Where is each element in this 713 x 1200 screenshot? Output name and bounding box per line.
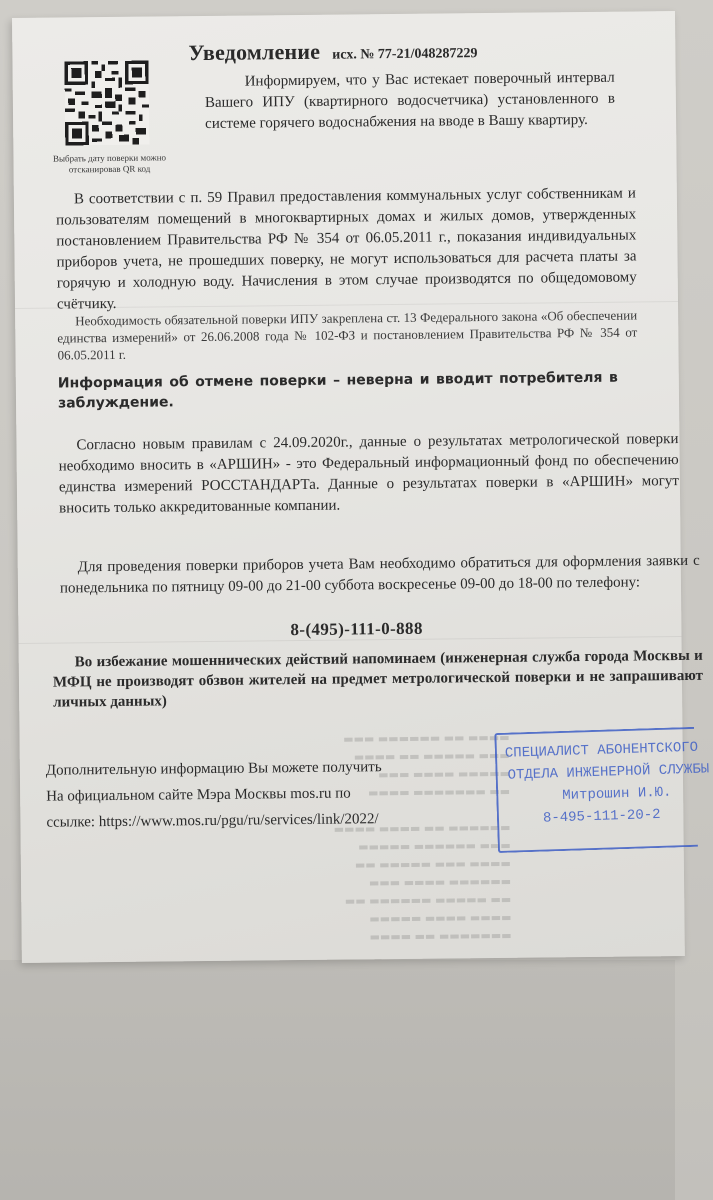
law-paragraph: Необходимость обязательной поверки ИПУ закреплена ст. 13 Федерального закона «Об обеспечении единства измерений» от 26.06.2008 года № 102-ФЗ и постановлением Правительства РФ № 354 от 06.05.2011 г. <box>57 307 638 363</box>
notice-title: Уведомление <box>188 38 321 66</box>
warning-heading: Информация об отмене поверки – неверна и вводит потребителя в заблуждение. <box>57 369 618 412</box>
organization-stamp <box>494 727 710 853</box>
info-line: На официальном сайте Мэра Москвы mos.ru по <box>46 785 351 805</box>
bleed-through-texture: ▬▬▬▬ ▬▬ ▬▬▬▬▬▬ ▬▬▬ ▬▬▬ ▬▬▬▬▬ ▬▬ ▬▬▬▬ ▬▬▬▬▬ ▬▬▬▬ ▬▬▬ ▬▬ ▬▬▬▬▬▬▬ ▬▬▬▬ ▬▬▬▬▬▬ ▬▬ ▬▬▬▬ ▬▬▬▬ ▬▬▬ ▬▬▬▬▬▬ ▬▬▬▬▬ ▬▬▬▬ ▬▬▬ ▬▬▬▬▬ ▬▬ ▬▬▬▬▬▬ ▬▬▬▬ ▬▬▬ ▬▬ ▬▬▬▬▬ ▬▬▬▬▬▬ ▬▬ ▬▬▬▬ ▬▬▬▬ ▬▬▬▬▬ ▬▬▬▬▬▬▬ ▬▬ ▬▬▬▬ <box>333 730 512 944</box>
info-link-line[interactable]: ссылке: https://www.mos.ru/pgu/ru/services/link/2022/ <box>46 811 379 831</box>
order-paragraph: Для проведения поверки приборов учета Вам необходимо обратиться для оформления заявки с понедельника по пятницу 09-00 до 21-00 суббота воскресенье 09-00 до 18-00 по телефону: <box>59 552 700 597</box>
new-rules-paragraph: Согласно новым правилам с 24.09.2020г., данные о результатах метрологической поверки необходимо вносить в «АРШИН» - это Федеральный информационный фонд по обеспечению единства измерений РОССТАНДАРТа. Данные о результатах поверки в «АРШИН» могут вносить только аккредитованные компании. <box>58 431 679 517</box>
fraud-warning: Во избежание мошеннических действий напоминаем (инженерная служба города Москвы и МФЦ не производят обзвон жителей на предмет метрологической поверки и не запрашивают личных данных) <box>52 647 704 711</box>
qr-code-icon[interactable] <box>64 61 149 146</box>
phone-number[interactable]: 8-(495)-111-0-888 <box>290 618 423 640</box>
stamp-line: 8-495-111-20-2 <box>542 806 661 827</box>
stamp-line: СПЕЦИАЛИСТ АБОНЕНТСКОГО <box>504 739 699 762</box>
rules-paragraph: В соответствии с п. 59 Правил предоставления коммунальных услуг собственникам и пользователям помещений в многоквартирных домах и жилых домов, утвержденных постановлением Правительства РФ № 354 от 06.05.2011 г., показания индивидуальных приборов учета, не прошедших поверку, не могут использоваться для расчета платы за горячую и холодную воду. Начисления в этом случае производятся по общедомовому счётчику. <box>56 185 637 313</box>
stamp-line: ОТДЕЛА ИНЖЕНЕРНОЙ СЛУЖБЫ <box>507 761 710 784</box>
notice-header <box>188 36 608 66</box>
reference-number: исх. № 77-21/048287229 <box>332 46 478 63</box>
notice-sheet <box>12 11 710 963</box>
info-line: Дополнительную информацию Вы можете получить <box>45 759 382 779</box>
qr-caption: Выбрать дату поверки можно отсканировав QR код <box>52 152 167 175</box>
intro-paragraph: Информируем, что у Вас истекает поверочный интервал Вашего ИПУ (квартирного водосчетчика) установленного в системе горячего водоснабжения на вводе в Вашу квартиру. <box>204 69 615 132</box>
table-surface <box>0 960 675 1200</box>
stamp-line: Митрошин И.Ю. <box>562 784 672 804</box>
